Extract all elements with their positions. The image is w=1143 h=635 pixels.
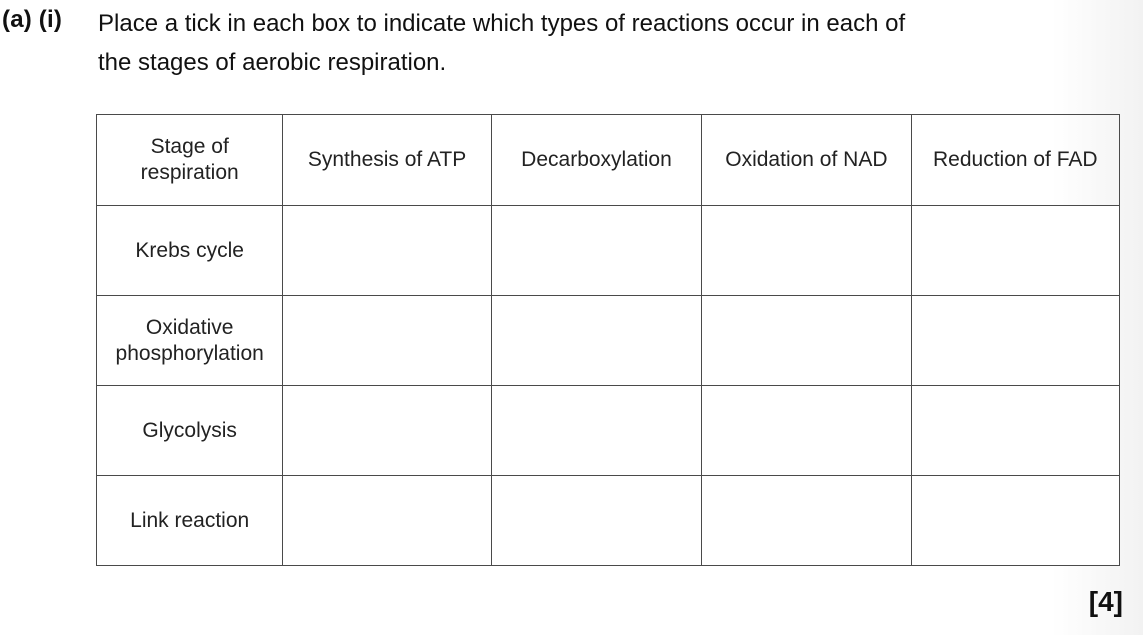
tick-box-krebs-oxidation-of-nad[interactable] [702,206,911,296]
tick-box-krebs-synthesis-of-atp[interactable] [283,206,491,296]
row-label-line-1: Link reaction [130,508,250,532]
tick-box-krebs-decarboxylation[interactable] [491,206,701,296]
tick-box-glycolysis-reduction-of-fad[interactable] [911,386,1119,476]
tick-box-krebs-reduction-of-fad[interactable] [911,206,1119,296]
header-stage-of-respiration [97,115,283,206]
header-synthesis-of-atp: Synthesis of ATP [283,115,491,206]
question-text-line-2: the stages of aerobic respiration. [98,49,447,76]
question-text [98,4,1128,82]
tick-box-oxidative-phosphorylation-synthesis-of-atp[interactable] [283,296,491,386]
tick-box-link-reaction-decarboxylation[interactable] [491,476,701,566]
tick-box-link-reaction-synthesis-of-atp[interactable] [283,476,491,566]
header-reduction-of-fad: Reduction of FAD [911,115,1119,206]
tick-box-oxidative-phosphorylation-decarboxylation[interactable] [491,296,701,386]
row-label-krebs-cycle [97,206,283,296]
question-number: (a) (i) [2,6,63,33]
row-label-line-2: phosphorylation [115,341,264,365]
tick-box-glycolysis-oxidation-of-nad[interactable] [702,386,911,476]
table-row [97,476,1120,566]
tick-box-glycolysis-decarboxylation[interactable] [491,386,701,476]
table-row [97,386,1120,476]
header-stage-line-2: respiration [140,161,239,184]
tick-box-oxidative-phosphorylation-reduction-of-fad[interactable] [911,296,1119,386]
header-decarboxylation: Decarboxylation [491,115,701,206]
tick-box-glycolysis-synthesis-of-atp[interactable] [283,386,491,476]
row-label-line-1: Glycolysis [142,418,237,442]
tick-box-link-reaction-reduction-of-fad[interactable] [911,476,1119,566]
row-label-line-1: Krebs cycle [135,238,244,262]
table-row [97,296,1120,386]
header-stage-line-1: Stage of [150,135,229,158]
table-row [97,206,1120,296]
table-header-row [97,115,1120,206]
row-label-oxidative-phosphorylation [97,296,283,386]
question-text-line-1: Place a tick in each box to indicate which types of reactions occur in each of [98,10,906,37]
marks-available: [4] [1088,586,1123,617]
row-label-glycolysis [97,386,283,476]
row-label-link-reaction [97,476,283,566]
answer-table [96,114,1120,566]
tick-box-link-reaction-oxidation-of-nad[interactable] [702,476,911,566]
header-oxidation-of-nad: Oxidation of NAD [702,115,911,206]
tick-box-oxidative-phosphorylation-oxidation-of-nad[interactable] [702,296,911,386]
row-label-line-1: Oxidative [145,315,234,339]
